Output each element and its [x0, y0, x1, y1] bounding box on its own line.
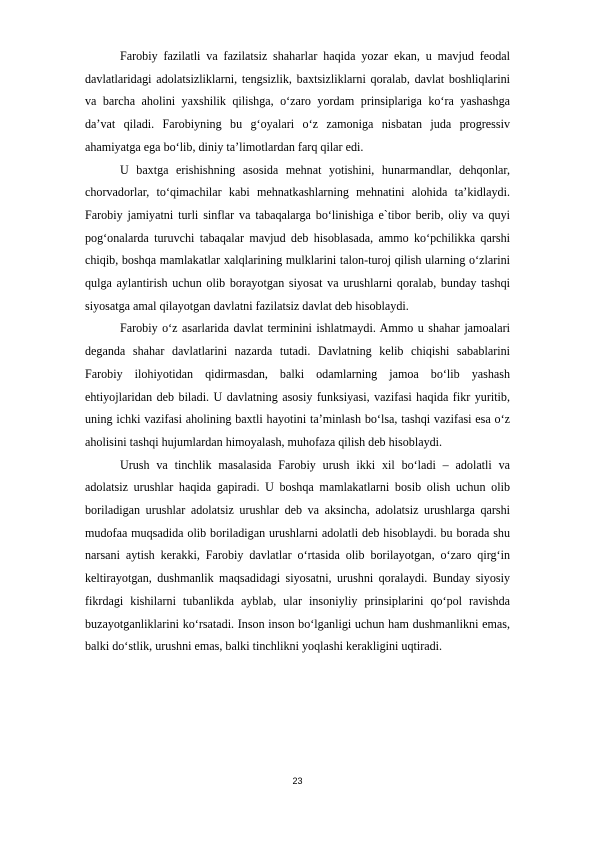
- paragraph-3: Farobiy o‘z asarlarida davlat terminini ishlatmaydi. Ammo u shahar jamoalari deganda shahar davlatlarini nazarda tutadi. Davlatning kelib chiqishi sabablarini Farobiy ilohiyotidan qidirmasdan, balki odamlarning jamoa bo‘lib yashash ehtiyojlaridan deb biladi. U davlatning asosiy funksiyasi, vazifasi haqida fikr yuritib, uning ichki vazifasi aholining baxtli hayotini ta’minlash bo‘lsa, tashqi vazifasi esa o‘z aholisini tashqi hujumlardan himoyalash, muhofaza qilish deb hisoblaydi.: [85, 321, 510, 449]
- paragraph-2: U baxtga erishishning asosida mehnat yotishini, hunarmandlar, dehqonlar, chorvadorlar, to‘qimachilar kabi mehnatkashlarning mehnatini alohida ta’kidlaydi. Farobiy jamiyatni turli sinflar va tabaqalarga bo‘linishiga e`tibor berib, oliy va quyi pog‘onalarda turuvchi tabaqalar mavjud deb hisoblasada, ammo ko‘pchilikka qarshi chiqib, boshqa mamlakatlar xalqlarining mulklarini talon-turoj qilish ularning o‘zlarini qulga aylantirish uchun olib borayotgan siyosat va urushlarni qoralab, bunday tashqi siyosatga amal qilayotgan davlatni fazilatsiz davlat deb hisoblaydi.: [85, 162, 510, 313]
- paragraph-1: Farobiy fazilatli va fazilatsiz shaharlar haqida yozar ekan, u mavjud feodal davlatlaridagi adolatsizliklarni, tengsizlik, baxtsizliklarni qoralab, davlat boshliqlarini va barcha aholini yaxshilik qilishga, o‘zaro yordam prinsiplariga ko‘ra yashashga da’vat qiladi. Farobiyning bu g‘oyalari o‘z zamoniga nisbatan juda progressiv ahamiyatga ega bo‘lib, diniy ta’limotlardan farq qilar edi.: [85, 49, 510, 154]
- page-number: 23: [292, 776, 303, 786]
- paragraph-4: Urush va tinchlik masalasida Farobiy urush ikki xil bo‘ladi – adolatli va adolatsiz urushlar haqida gapiradi. U boshqa mamlakatlarni bosib olish uchun olib boriladigan urushlar adolatsiz urushlar deb va aksincha, adolatsiz urushlarga qarshi mudofaa muqsadida olib boriladigan urushlarni adolatli deb hisoblaydi. bu borada shu narsani aytish kerakki, Farobiy davlatlar o‘rtasida olib borilayotgan, o‘zaro qirg‘in keltirayotgan, dushmanlik maqsadidagi siyosatni, urushni qoralaydi. Bunday siyosiy fikrdagi kishilarni tubanlikda ayblab, ular insoniyliy prinsiplarini qo‘pol ravishda buzayotganliklarini ko‘rsatadi. Inson inson bo‘lganligi uchun ham dushmanlikni emas, balki do‘stlik, urushni emas, balki tinchlikni yoqlashi kerakligini uqtiradi.: [85, 457, 510, 654]
- body-text: [85, 45, 510, 658]
